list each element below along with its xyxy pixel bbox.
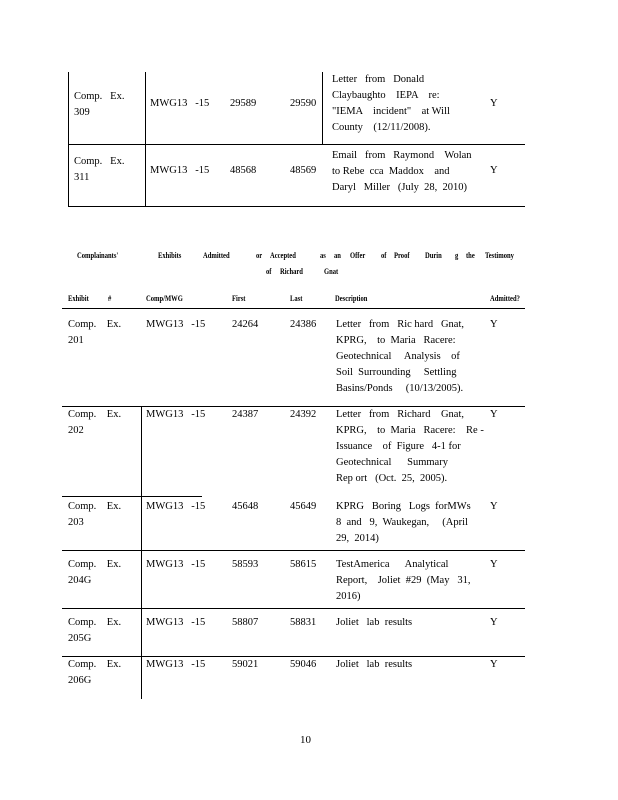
exhibit-label: Comp. Ex. [68,559,122,570]
first-page: 58593 [232,559,259,570]
comp-mwg: MWG13 -15 [146,501,206,512]
exhibit-number: 204G [68,575,92,586]
heading-word: Testimony [485,251,514,260]
row-divider [62,608,525,609]
exhibit-label: Comp. Ex. [74,91,125,102]
col-header-last: Last [290,294,303,303]
first-page: 59021 [232,659,259,670]
page-number: 10 [300,734,311,746]
description-line: KPRG Boring Logs forMWs [336,501,471,512]
col-header-comp: Comp/MWG [146,294,183,303]
last-page: 29590 [290,98,317,109]
col-header-number: # [108,294,112,303]
table-divider-exhibit [141,406,142,699]
description-line: Basins/Ponds (10/13/2005). [336,383,464,394]
last-page: 45649 [290,501,317,512]
heading-word: Offer [350,251,366,260]
exhibit-label: Comp. Ex. [68,617,122,628]
col-header-description: Description [335,294,368,303]
col-header-admitted: Admitted? [490,294,520,303]
exhibit-label: Comp. Ex. [68,659,122,670]
exhibit-label: Comp. Ex. [68,501,122,512]
comp-mwg: MWG13 -15 [146,319,206,330]
row-divider [62,496,202,497]
description-line: 8 and 9, Waukegan, (April [336,517,468,528]
heading-word: Exhibits [158,251,182,260]
admitted-value: Y [490,617,498,628]
last-page: 24392 [290,409,317,420]
description-line: Letter from Richard Gnat, [336,409,464,420]
description-line: Geotechnical Analysis of [336,351,460,362]
description-line: Daryl Miller (July 28, 2010) [332,182,468,193]
first-page: 29589 [230,98,257,109]
last-page: 24386 [290,319,317,330]
heading-word: Durin [425,251,442,260]
exhibit-number: 203 [68,517,84,528]
comp-mwg: MWG13 -15 [146,409,206,420]
first-page: 24387 [232,409,259,420]
comp-mwg: MWG13 -15 [146,659,206,670]
description-line: TestAmerica Analytical [336,559,449,570]
description-line: Issuance of Figure 4-1 for [336,441,461,452]
comp-mwg: MWG13 -15 [146,559,206,570]
exhibit-label: Comp. Ex. [68,409,122,420]
top-table-border-left [68,72,69,207]
heading-word: Gnat [324,267,339,276]
exhibit-number: 201 [68,335,84,346]
comp-mwg: MWG13 -15 [150,165,210,176]
description-line: to Rebe cca Maddox and [332,166,450,177]
col-header-first: First [232,294,246,303]
description-line: Email from Raymond Wolan [332,150,472,161]
admitted-value: Y [490,165,498,176]
exhibit-number: 206G [68,675,92,686]
admitted-value: Y [490,501,498,512]
heading-word: or [256,251,263,260]
heading-word: Complainants' [77,251,119,260]
comp-mwg: MWG13 -15 [146,617,206,628]
heading-word: of [381,251,387,260]
description-line: 2016) [336,591,361,602]
heading-word: an [334,251,341,260]
first-page: 48568 [230,165,257,176]
top-table-divider-exhibit [145,72,146,207]
description-line: KPRG, to Maria Racere: [336,335,456,346]
heading-word: as [320,251,326,260]
exhibit-number: 309 [74,107,90,118]
heading-word: the [466,251,475,260]
first-page: 58807 [232,617,259,628]
header-bottom-rule [62,308,525,309]
heading-word: of [266,267,272,276]
description-line: Report, Joliet #29 (May 31, [336,575,471,586]
admitted-value: Y [490,319,498,330]
last-page: 58831 [290,617,317,628]
description-line: Rep ort (Oct. 25, 2005). [336,473,448,484]
heading-word: Accepted [270,251,296,260]
heading-word: Richard [280,267,303,276]
last-page: 58615 [290,559,317,570]
description-line: KPRG, to Maria Racere: Re - [336,425,484,436]
admitted-value: Y [490,409,498,420]
last-page: 48569 [290,165,317,176]
heading-word: Proof [394,251,410,260]
exhibit-label: Comp. Ex. [74,156,125,167]
heading-word: g [455,251,459,260]
description-line: Claybaughto IEPA re: [332,90,440,101]
description-line: 29, 2014) [336,533,379,544]
comp-mwg: MWG13 -15 [150,98,210,109]
description-line: County (12/11/2008). [332,122,431,133]
description-line: Joliet lab results [336,617,413,628]
last-page: 59046 [290,659,317,670]
first-page: 45648 [232,501,259,512]
description-line: Letter from Donald [332,74,425,85]
description-line: Letter from Ric hard Gnat, [336,319,464,330]
exhibit-number: 202 [68,425,84,436]
description-line: "IEMA incident" at Will [332,106,450,117]
top-table-bottom [68,206,525,207]
exhibit-number: 311 [74,172,90,183]
description-line: Soil Surrounding Settling [336,367,457,378]
col-header-exhibit: Exhibit [68,294,89,303]
top-table-row-divider [68,144,525,145]
admitted-value: Y [490,559,498,570]
exhibit-label: Comp. Ex. [68,319,122,330]
description-line: Geotechnical Summary [336,457,448,468]
row-divider [62,550,525,551]
first-page: 24264 [232,319,259,330]
admitted-value: Y [490,659,498,670]
description-line: Joliet lab results [336,659,413,670]
exhibit-number: 205G [68,633,92,644]
admitted-value: Y [490,98,498,109]
heading-word: Admitted [203,251,230,260]
top-table-divider-desc [322,72,323,144]
